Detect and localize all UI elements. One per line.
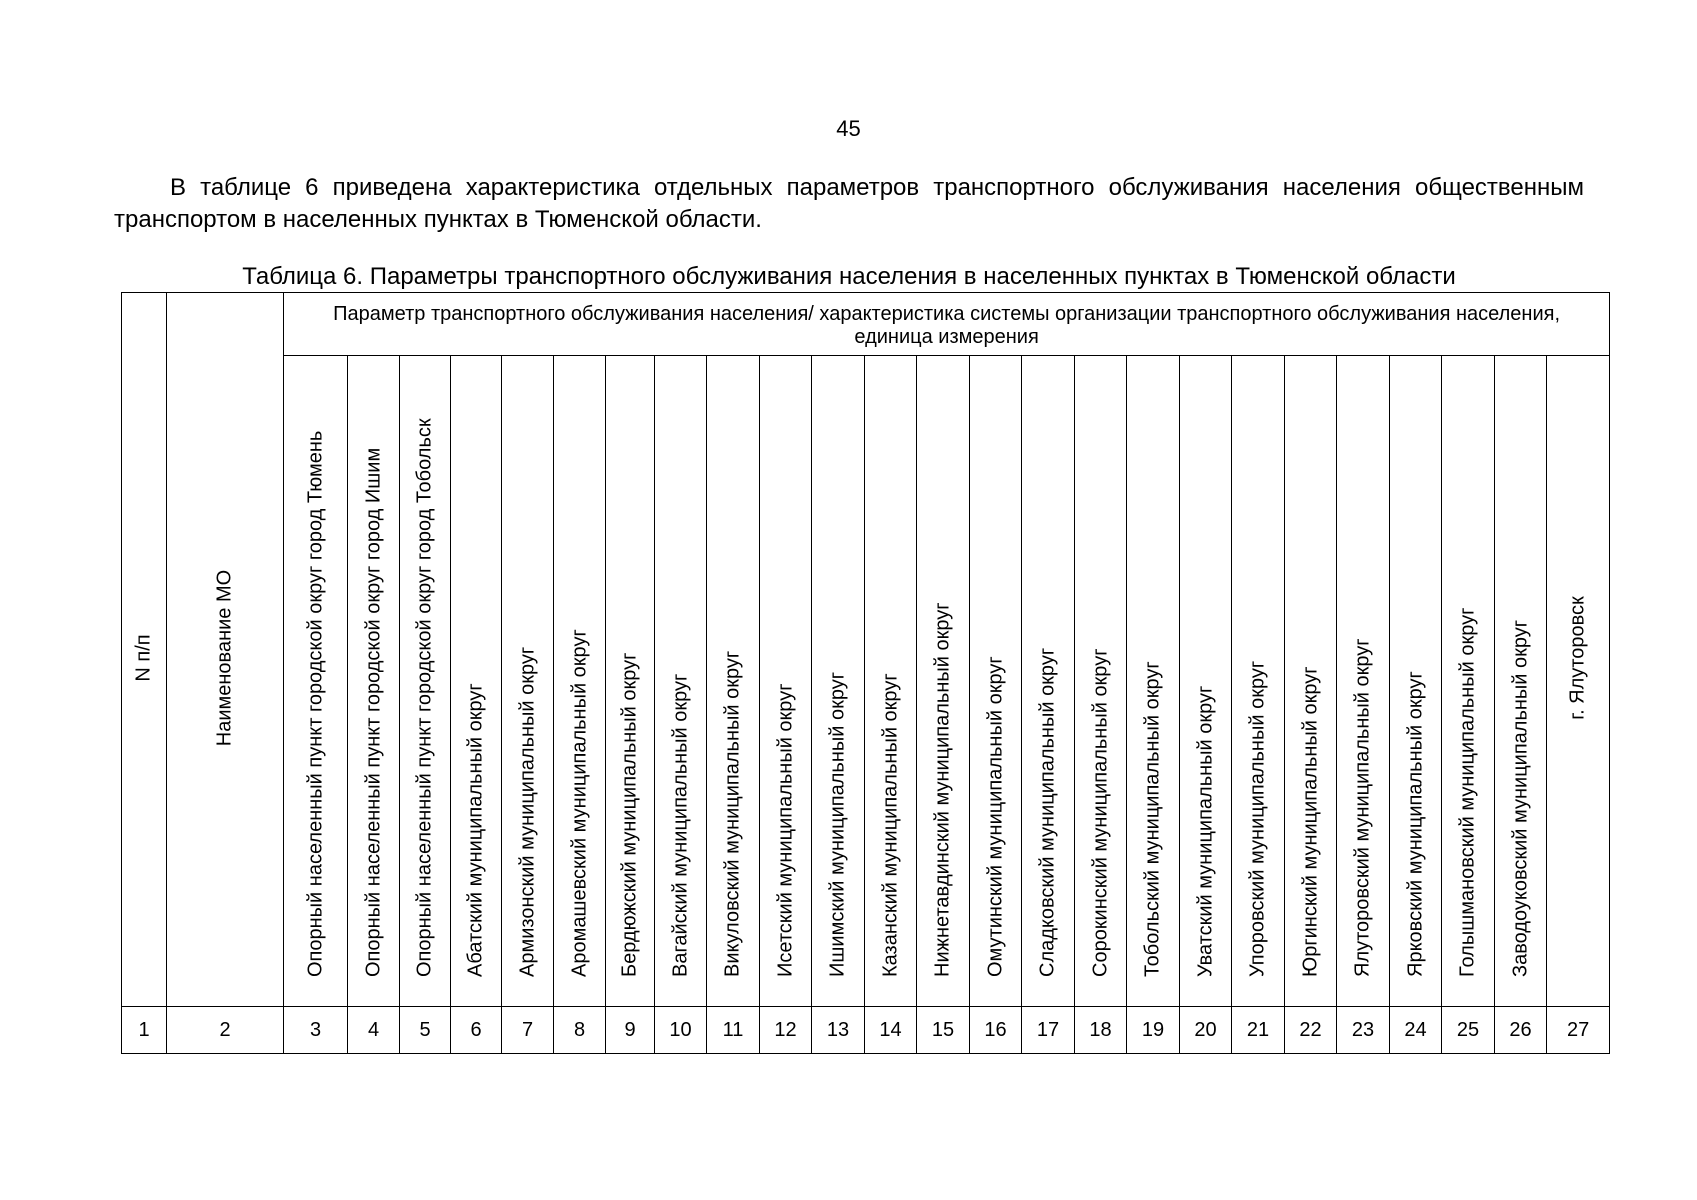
column-header-cell xyxy=(1022,356,1075,1007)
column-number: 12 xyxy=(760,1007,812,1054)
col-num-header: N п/п xyxy=(132,634,155,682)
column-header: Опорный населенный пункт городской округ город Тобольск xyxy=(413,418,436,977)
column-header-cell xyxy=(1232,356,1285,1007)
column-number: 7 xyxy=(502,1007,554,1054)
column-header-cell xyxy=(284,356,348,1007)
column-header-cell xyxy=(865,356,917,1007)
column-number: 20 xyxy=(1180,1007,1232,1054)
column-header: Сорокинский муниципальный округ xyxy=(1089,648,1111,977)
column-header-cell xyxy=(1547,356,1610,1007)
column-number: 8 xyxy=(554,1007,606,1054)
column-header: Вагайский муниципальный округ xyxy=(669,673,691,977)
column-header: Ялуторовский муниципальный округ xyxy=(1351,638,1374,977)
column-header: Аромашевский муниципальный округ xyxy=(568,629,590,977)
column-header: Заводоуковский муниципальный округ xyxy=(1509,619,1531,977)
column-header-cell xyxy=(400,356,451,1007)
column-number: 3 xyxy=(284,1007,348,1054)
column-header: Тобольский муниципальный округ xyxy=(1141,661,1164,977)
column-header-cell xyxy=(554,356,606,1007)
column-number: 1 xyxy=(122,1007,167,1054)
column-header-cell xyxy=(707,356,760,1007)
column-number: 25 xyxy=(1442,1007,1495,1054)
column-header: Армизонский муниципальный округ xyxy=(516,646,538,977)
column-header: Юргинский муниципальный округ xyxy=(1299,666,1321,977)
column-header-cell xyxy=(917,356,970,1007)
column-number: 26 xyxy=(1495,1007,1547,1054)
column-header: Нижнетавдинский муниципальный округ xyxy=(931,602,954,977)
column-header: Ярковский муниципальный округ xyxy=(1404,671,1426,977)
column-header-cell xyxy=(760,356,812,1007)
column-header-cell xyxy=(1495,356,1547,1007)
column-header-cell xyxy=(606,356,655,1007)
table-caption: Таблица 6. Параметры транспортного обслуживания населения в населенных пунктах в Тюменской области xyxy=(242,263,1456,290)
column-number: 18 xyxy=(1075,1007,1127,1054)
column-header: Опорный населенный пункт городской округ город Ишим xyxy=(362,447,384,977)
column-header-cell xyxy=(1180,356,1232,1007)
column-header: Исетский муниципальный округ xyxy=(774,683,796,977)
intro-paragraph: В таблице 6 приведена характеристика отдельных параметров транспортного обслуживания населения общественным транспортом в населенных пунктах в Тюменской области. xyxy=(114,174,1584,233)
column-header-cell xyxy=(1075,356,1127,1007)
column-header-cell xyxy=(1337,356,1390,1007)
column-number: 22 xyxy=(1285,1007,1337,1054)
column-header-cell xyxy=(1127,356,1180,1007)
column-number: 23 xyxy=(1337,1007,1390,1054)
col-name-header: Наименование МО xyxy=(213,569,236,747)
column-number: 5 xyxy=(400,1007,451,1054)
column-header: Ишимский муниципальный округ xyxy=(826,671,849,977)
column-header-cell xyxy=(502,356,554,1007)
column-header: Казанский муниципальный округ xyxy=(879,673,901,977)
column-header: Опорный населенный пункт городской округ город Тюмень xyxy=(304,430,326,977)
column-number: 13 xyxy=(812,1007,865,1054)
column-header-cell xyxy=(348,356,400,1007)
column-header: г. Ялуторовск xyxy=(1566,596,1589,720)
column-number: 11 xyxy=(707,1007,760,1054)
col-num-header-cell xyxy=(122,293,167,1007)
column-number: 10 xyxy=(655,1007,707,1054)
column-header-cell xyxy=(970,356,1022,1007)
column-header: Бердюжский муниципальный округ xyxy=(618,652,641,977)
column-header: Голышмановский муниципальный округ xyxy=(1456,607,1479,977)
column-number: 21 xyxy=(1232,1007,1285,1054)
column-number: 27 xyxy=(1547,1007,1610,1054)
column-number: 14 xyxy=(865,1007,917,1054)
column-number: 9 xyxy=(606,1007,655,1054)
column-header: Сладковский муниципальный округ xyxy=(1036,647,1059,977)
column-header-cell xyxy=(1285,356,1337,1007)
column-header-cell xyxy=(655,356,707,1007)
column-number: 2 xyxy=(167,1007,284,1054)
column-header-cell xyxy=(451,356,502,1007)
column-header: Абатский муниципальный округ xyxy=(464,683,487,977)
column-header-cell xyxy=(1442,356,1495,1007)
header-row-vertical xyxy=(122,356,1610,1007)
column-number: 19 xyxy=(1127,1007,1180,1054)
column-numbers-row xyxy=(122,1007,1610,1054)
parameters-table xyxy=(121,292,1610,1054)
column-number: 24 xyxy=(1390,1007,1442,1054)
column-number: 6 xyxy=(451,1007,502,1054)
column-number: 17 xyxy=(1022,1007,1075,1054)
column-header: Омутинский муниципальный округ xyxy=(984,656,1006,977)
column-header-cell xyxy=(1390,356,1442,1007)
column-header-cell xyxy=(812,356,865,1007)
page-number: 45 xyxy=(836,116,861,141)
column-header: Уватский муниципальный округ xyxy=(1194,685,1216,977)
col-name-header-cell xyxy=(167,293,284,1007)
column-number: 15 xyxy=(917,1007,970,1054)
column-number: 4 xyxy=(348,1007,400,1054)
group-header: Параметр транспортного обслуживания населения/ характеристика системы организации транспортного обслуживания населения, единица измерения xyxy=(284,293,1610,356)
column-header: Упоровский муниципальный округ xyxy=(1246,660,1269,977)
column-header: Викуловский муниципальный округ xyxy=(721,650,744,977)
header-row-top xyxy=(122,293,1610,356)
column-number: 16 xyxy=(970,1007,1022,1054)
